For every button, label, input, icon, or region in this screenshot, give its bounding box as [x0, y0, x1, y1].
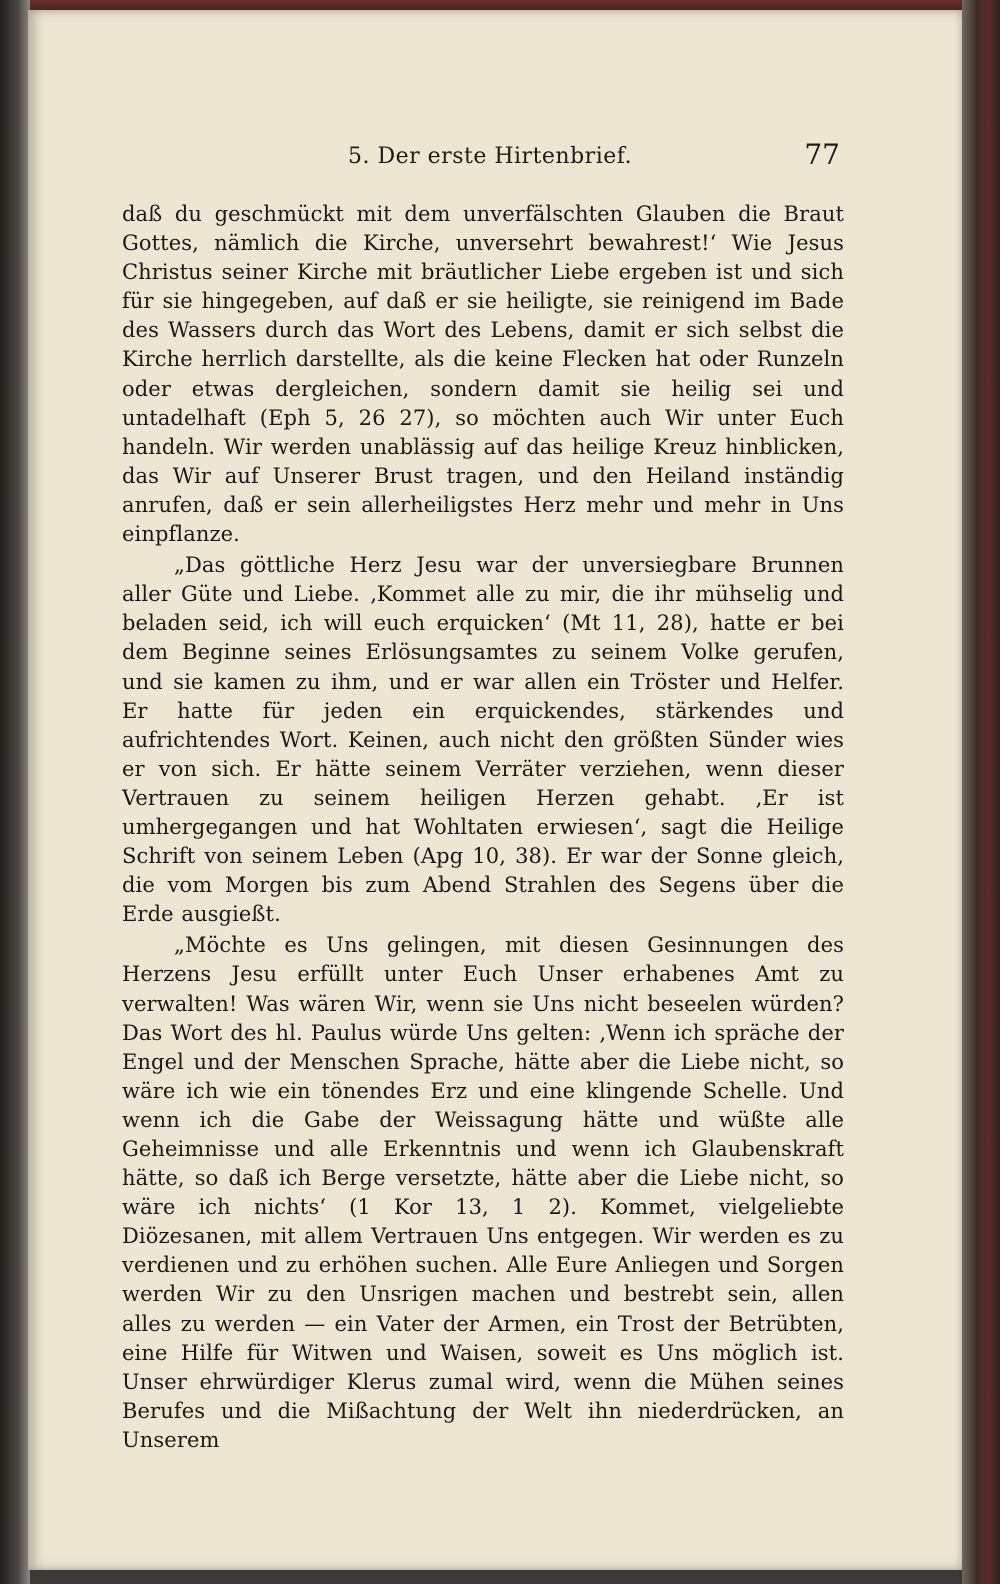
book-spine: [0, 0, 30, 1584]
body-text: [122, 200, 844, 1455]
chapter-title: 5. Der erste Hirtenbrief.: [348, 144, 633, 169]
paragraph-3: „Möchte es Uns gelingen, mit diesen Gesinnungen des Herzens Jesu erfüllt unter Euch Unser erhabenes Amt zu verwalten! Was wären Wir, wenn sie Uns nicht beseelen würden? Das Wort des hl. Paulus würde Uns gelten: ‚Wenn ich spräche der Engel und der Menschen Sprache, hätte aber die Liebe nicht, so wäre ich wie ein tönendes Erz und eine klingende Schelle. Und wenn ich die Gabe der Weissagung hätte und wüßte alle Geheimnisse und alle Erkenntnis und wenn ich Glaubenskraft hätte, so daß ich Berge versetzte, hätte aber die Liebe nicht, so wäre ich nichts‘ (1 Kor 13, 1 2). Kommet, vielgeliebte Diözesanen, mit allem Vertrauen Uns entgegen. Wir werden es zu verdienen und zu erhöhen suchen. Alle Eure Anliegen und Sorgen werden Wir zu den Unsrigen machen und bestrebt sein, allen alles zu werden — ein Vater der Armen, ein Trost der Betrübten, eine Hilfe für Witwen und Waisen, soweit es Uns möglich ist. Unser ehrwürdiger Klerus zumal wird, wenn die Mühen seines Berufes und die Mißachtung der Welt ihn niederdrücken, an Unserem: [122, 933, 844, 1452]
paragraph-2: „Das göttliche Herz Jesu war der unversiegbare Brunnen aller Güte und Liebe. ‚Kommet alle zu mir, die ihr mühselig und beladen seid, ich will euch erquicken‘ (Mt 11, 28), hatte er bei dem Beginne seines Erlösungsamtes zu seinem Volke gerufen, und sie kamen zu ihm, und er war allen ein Tröster und Helfer. Er hatte für jeden ein erquickendes, stärkendes und aufrichtendes Wort. Keinen, auch nicht den größten Sünder wies er von sich. Er hätte seinem Verräter verziehen, wenn dieser Vertrauen zu seinem heiligen Herzen gehabt. ‚Er ist umhergegangen und hat Wohltaten erwiesen‘, sagt die Heilige Schrift von seinem Leben (Apg 10, 38). Er war der Sonne gleich, die vom Morgen bis zum Abend Strahlen des Segens über die Erde ausgießt.: [122, 553, 844, 927]
page-number: 77: [804, 138, 840, 171]
running-head: [300, 138, 840, 178]
book-fore-edge: [962, 0, 1000, 1584]
paragraph-1: daß du geschmückt mit dem unverfälschten Glauben die Braut Gottes, nämlich die Kirche, unversehrt bewahrest!‘ Wie Jesus Christus seiner Kirche mit bräutlicher Liebe ergeben ist und sich für sie hingegeben, auf daß er sie heiligte, sie reinigend im Bade des Wassers durch das Wort des Lebens, damit er sich selbst die Kirche herrlich darstellte, als die keine Flecken hat oder Runzeln oder etwas dergleichen, sondern damit sie heilig sei und untadelhaft (Eph 5, 26 27), so möchten auch Wir unter Euch handeln. Wir werden unablässig auf das heilige Kreuz hinblicken, das Wir auf Unserer Brust tragen, und den Heiland inständig anrufen, daß er sein allerheiligstes Herz mehr und mehr in Uns einpflanze.: [122, 202, 844, 547]
